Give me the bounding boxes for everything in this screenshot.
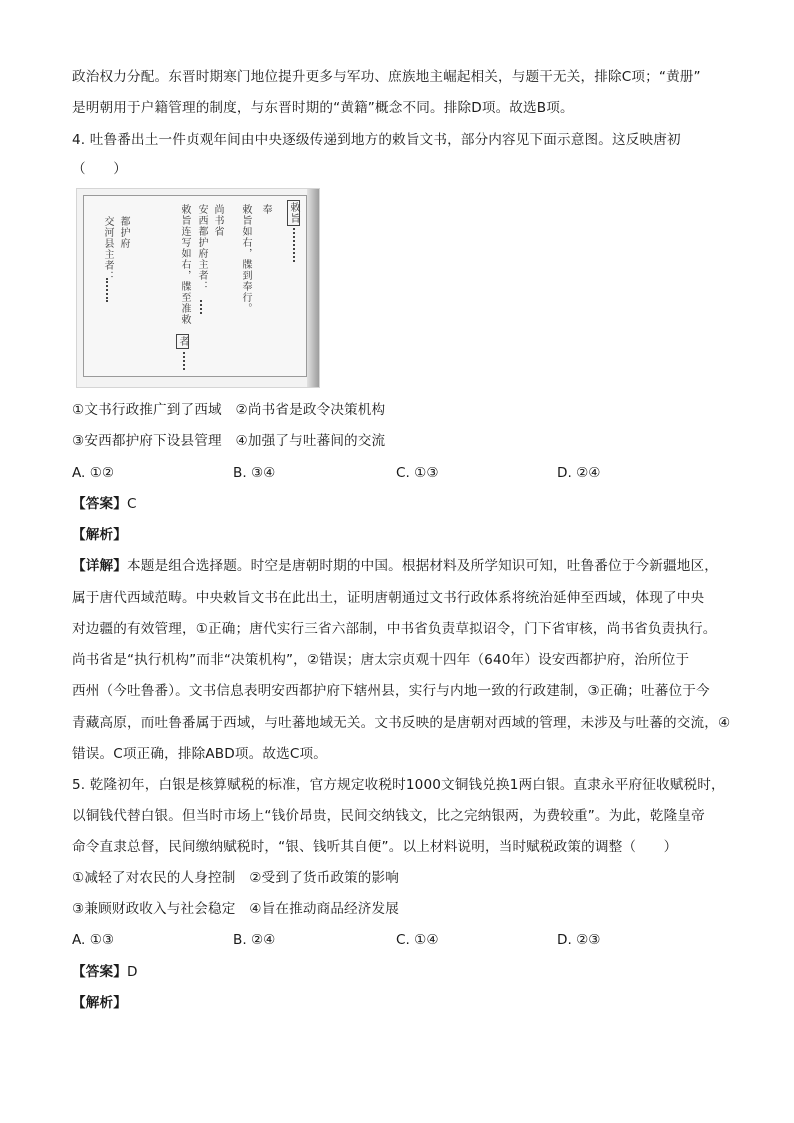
edict-col-5-box: 者 [177,336,188,347]
question-4-detail-line-1 [72,556,718,576]
question-5-option-b: B. ②④ [233,932,276,948]
question-5-option-a: A. ①③ [72,932,115,948]
question-5-stem-line-2: 以铜钱代替白银。但当时市场上“钱价昂贵，民间交纳钱文，比之完纳银两，为费较重”。为此，乾隆皇帝 [72,808,705,824]
question-4-detail-line-5: 西州（今吐鲁番）。文书信息表明安西都护府下辖州县，实行与内地一致的行政建制，③正确；吐蕃位于今 [72,683,710,699]
edict-frame [83,195,307,377]
question-4-option-c: C. ①③ [396,465,439,481]
answer-label: 【答案】 [72,496,127,512]
question-4-detail-line-6: 青藏高原，而吐鲁番属于西域，与吐蕃地域无关。文书反映的是唐朝对西域的管理，未涉及与吐蕃的交流，④ [72,715,731,731]
question-5-statement-2: ③兼顾财政收入与社会稳定 ④旨在推动商品经济发展 [72,901,400,917]
edict-dots [293,228,297,262]
edict-dots [183,352,187,370]
detail-label: 【详解】 [72,558,127,574]
question-4-statement-1: ①文书行政推广到了西域 ②尚书省是政令决策机构 [72,402,386,418]
question-5-option-d: D. ②③ [557,932,601,948]
edict-col-7: 交河县主者： [102,216,113,282]
question-4-detail-line-4: 尚书省是“执行机构”而非“决策机构”，②错误；唐太宗贞观十四年（640年）设安西都护府，治所位于 [72,652,690,668]
question-4-detail-line-7: 错误。C项正确，排除ABD项。故选C项。 [72,746,327,762]
question-5-stem-line-3: 命令直隶总督，民间缴纳赋税时，“银、钱听其自便”。以上材料说明，当时赋税政策的调整（ ） [72,839,678,855]
question-4-detail-line-2: 属于唐代西域范畴。中央敕旨文书在此出土，证明唐朝通过文书行政体系将统治延伸至西域，体现了中央 [72,590,705,606]
question-5-stem-line-1: 5. 乾隆初年，白银是核算赋税的标准，官方规定收税时1000文铜钱兑换1两白银。直隶永平府征收赋税时， [72,777,725,793]
intro-line-1: 政治权力分配。东晋时期寒门地位提升更多与军功、庶族地主崛起相关，与题干无关，排除C项；“黄册” [72,69,701,85]
edict-col-5: 敕旨连写如右，牒至准敕 [179,204,190,325]
question-5-answer [72,962,138,982]
question-4-option-d: D. ②④ [557,465,601,481]
question-5-analysis-label [72,993,127,1013]
answer-value: C [126,496,137,512]
question-5-option-c: C. ①④ [396,932,439,948]
answer-value: D [126,964,138,980]
edict-col-title: 敕旨 [288,202,299,224]
analysis-label: 【解析】 [72,527,127,543]
intro-line-2: 是明朝用于户籍管理的制度，与东晋时期的“黄籍”概念不同。排除D项。故选B项。 [72,100,574,116]
question-4-stem: 4. 吐鲁番出土一件贞观年间由中央逐级传递到地方的敕旨文书，部分内容见下面示意图。这反映唐初 [72,132,681,148]
edict-col-1: 敕旨如右，牒到奉行。 [240,204,251,314]
edict-col-6: 都护府 [118,216,129,249]
question-4-detail-line-3: 对边疆的有效管理，①正确；唐代实行三省六部制，中书省负责草拟诏令，门下省审核，尚书省负责执行。 [72,621,717,637]
analysis-label: 【解析】 [72,995,127,1011]
question-4-option-b: B. ③④ [233,465,276,481]
edict-page-edge [307,189,319,387]
edict-document-image [76,188,320,388]
edict-col-2: 奉 [260,204,271,215]
question-4-option-a: A. ①② [72,465,115,481]
edict-dots [106,278,110,302]
question-4-paren: （ ） [72,161,127,177]
edict-col-3: 尚书省 [212,204,223,237]
edict-dots [200,300,204,314]
detail-text: 本题是组合选择题。时空是唐朝时期的中国。根据材料及所学知识可知，吐鲁番位于今新疆地区， [126,558,718,574]
question-4-answer [72,494,137,514]
question-4-analysis-label [72,525,127,545]
answer-label: 【答案】 [72,964,127,980]
question-4-statement-2: ③安西都护府下设县管理 ④加强了与吐蕃间的交流 [72,433,386,449]
question-5-statement-1: ①减轻了对农民的人身控制 ②受到了货币政策的影响 [72,870,400,886]
edict-col-4: 安西都护府主者： [196,204,207,292]
